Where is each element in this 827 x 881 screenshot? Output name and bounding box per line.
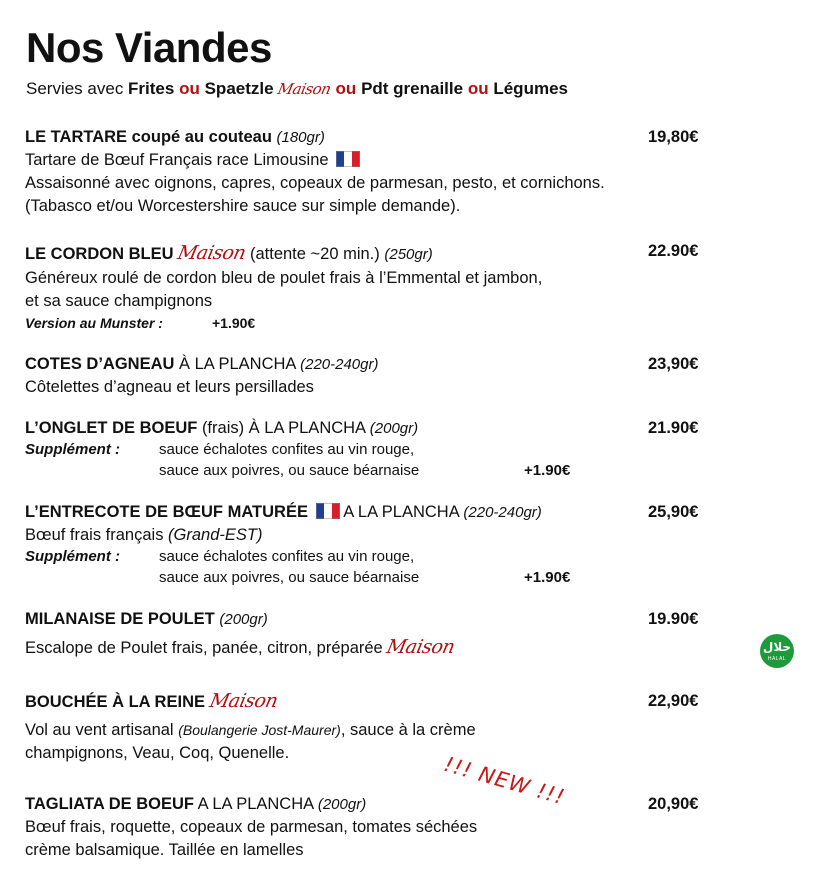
dish-title: L’ONGLET DE BOEUF (frais) À LA PLANCHA (200gr) xyxy=(25,419,419,437)
dish-description: et sa sauce champignons xyxy=(25,292,213,310)
supplement-price: +1.90€ xyxy=(524,462,571,479)
dish-title: LE CORDON BLEU Maison (attente ~20 min.) (250gr) xyxy=(25,242,433,264)
dish-description: Généreux roulé de cordon bleu de poulet frais à l’Emmental et jambon, xyxy=(25,269,543,287)
page-title: Nos Viandes xyxy=(26,24,272,71)
maison-script: Maison xyxy=(276,80,333,98)
dish-price: 19.90€ xyxy=(648,610,699,628)
french-flag-icon xyxy=(316,503,340,519)
dish-description: Bœuf frais français (Grand-EST) xyxy=(25,526,263,544)
dish-price: 22.90€ xyxy=(648,242,699,260)
dish-description: Tartare de Bœuf Français race Limousine xyxy=(25,151,360,170)
variant-price: +1.90€ xyxy=(212,315,256,331)
dish-description: Vol au vent artisanal (Boulangerie Jost-Maurer), sauce à la crème xyxy=(25,721,476,739)
supplement-text: sauce échalotes confites au vin rouge, xyxy=(159,441,415,458)
maison-script: Maison xyxy=(175,242,248,264)
supplement-text: sauce échalotes confites au vin rouge, xyxy=(159,548,415,565)
supplement-label: Supplément : xyxy=(25,548,121,565)
maison-script: Maison xyxy=(384,636,457,658)
dish-price: 23,90€ xyxy=(648,355,699,373)
dish-title: MILANAISE DE POULET (200gr) xyxy=(25,610,268,628)
subtitle: Servies avec Frites ou Spaetzle Maison ou Pdt grenaille ou Légumes xyxy=(26,79,568,98)
dish-price: 25,90€ xyxy=(648,503,699,521)
dish-description: Bœuf frais, roquette, copeaux de parmesan, tomates séchées xyxy=(25,818,478,836)
variant-label: Version au Munster : xyxy=(25,315,163,331)
dish-price: 19,80€ xyxy=(648,128,699,146)
dish-description: (Tabasco et/ou Worcestershire sauce sur simple demande). xyxy=(25,197,461,215)
maison-script: Maison xyxy=(207,690,280,712)
dish-description: Assaisonné avec oignons, capres, copeaux de parmesan, pesto, et cornichons. xyxy=(25,174,605,192)
dish-title: LE TARTARE coupé au couteau (180gr) xyxy=(25,128,325,146)
supplement-label: Supplément : xyxy=(25,441,121,458)
dish-description: Côtelettes d’agneau et leurs persillades xyxy=(25,378,314,396)
dish-title: L’ENTRECOTE DE BŒUF MATURÉE A LA PLANCHA (220-240gr) xyxy=(25,503,542,521)
french-flag-icon xyxy=(336,151,360,167)
dish-price: 21.90€ xyxy=(648,419,699,437)
supplement-text: sauce aux poivres, ou sauce béarnaise xyxy=(159,462,420,479)
dish-price: 20,90€ xyxy=(648,795,699,813)
dish-title: BOUCHÉE À LA REINE Maison xyxy=(25,690,280,712)
dish-price: 22,90€ xyxy=(648,692,699,710)
supplement-text: sauce aux poivres, ou sauce béarnaise xyxy=(159,569,420,586)
supplement-price: +1.90€ xyxy=(524,569,571,586)
dish-description: champignons, Veau, Coq, Quenelle. xyxy=(25,744,290,762)
dish-title: COTES D’AGNEAU À LA PLANCHA (220-240gr) xyxy=(25,355,379,373)
dish-description: crème balsamique. Taillée en lamelles xyxy=(25,841,304,859)
new-badge: !!! NEW !!! xyxy=(441,752,568,810)
halal-badge-icon: حلال HALAL xyxy=(760,634,794,668)
dish-description: Escalope de Poulet frais, panée, citron, préparée Maison xyxy=(25,636,457,658)
dish-title: TAGLIATA DE BOEUF A LA PLANCHA (200gr) xyxy=(25,795,367,813)
